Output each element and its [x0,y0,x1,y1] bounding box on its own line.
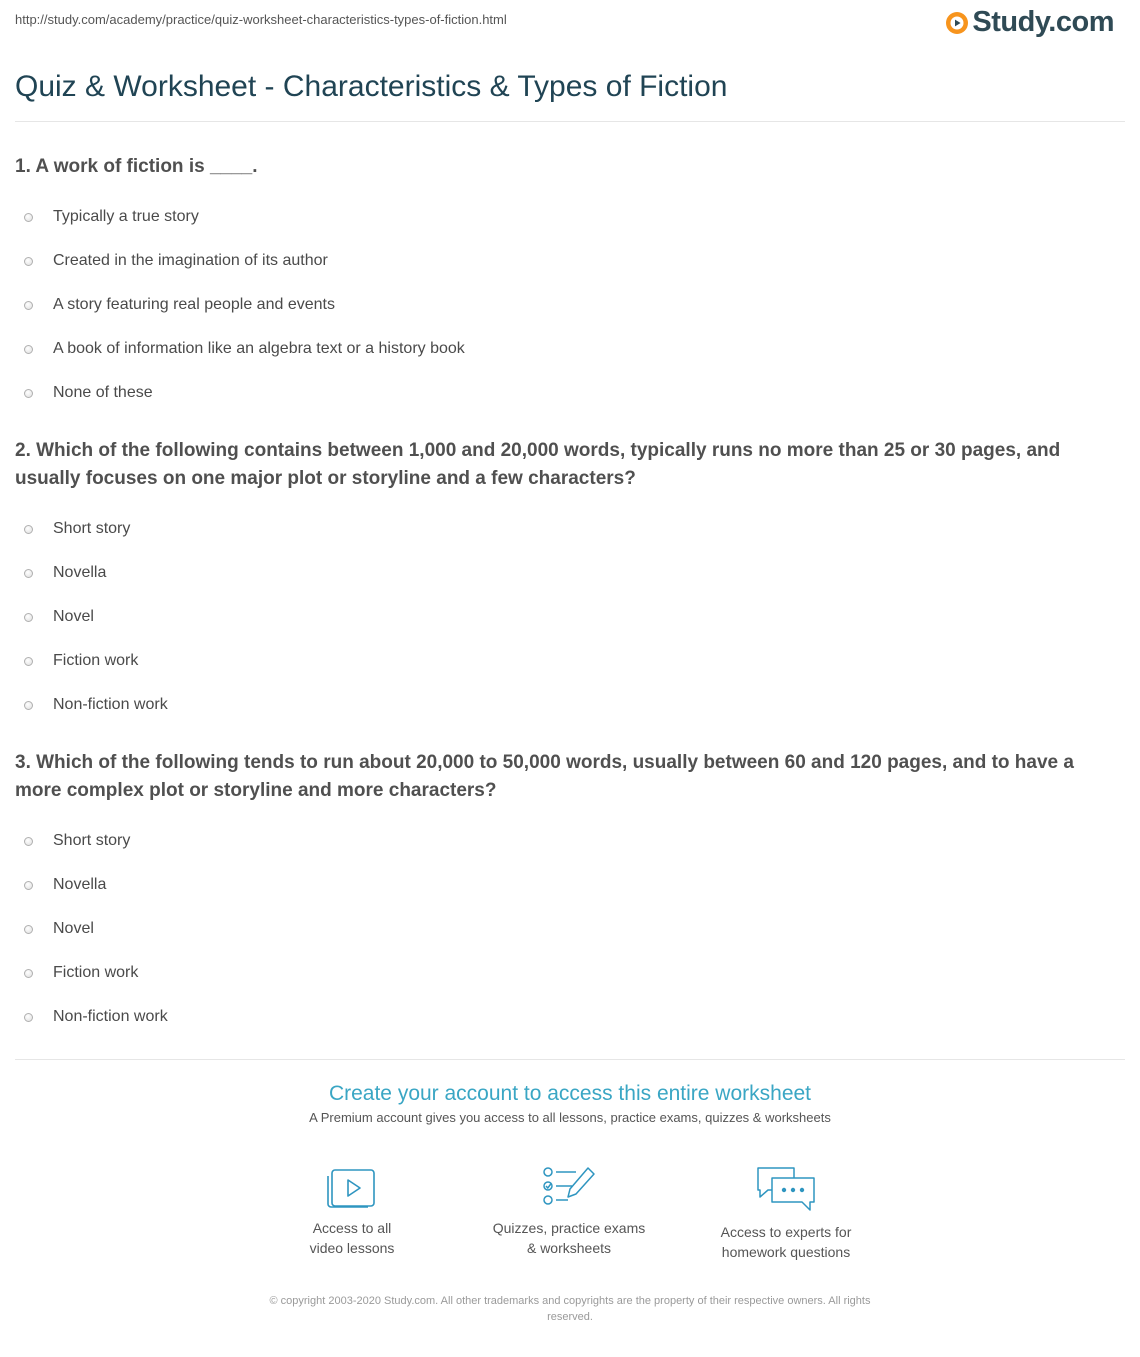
radio-button[interactable] [24,525,33,534]
question-2-text: 2. Which of the following contains between 1,000 and 20,000 words, typically runs no more than 25 or 30 pages, and usually focuses on one major plot or storyline and a few characters? [15,440,1061,489]
answer-option[interactable] [15,551,1123,595]
answer-label: Novel [53,920,94,937]
radio-button[interactable] [24,881,33,890]
answer-label: Novel [53,608,94,625]
title-divider [15,121,1125,122]
study-logo[interactable] [945,6,1114,39]
answer-option[interactable] [15,639,1123,683]
radio-button[interactable] [24,613,33,622]
chat-bubbles-icon [754,1164,818,1214]
answer-label: A story featuring real people and events [53,296,335,313]
feature-label: Quizzes, practice exams & worksheets [492,1220,646,1256]
answer-label: Created in the imagination of its author [53,252,328,269]
answer-option[interactable] [15,371,1123,415]
page-title: Quiz & Worksheet - Characteristics & Types of Fiction [15,70,728,103]
quiz-checklist-icon [540,1164,598,1210]
answer-label: Typically a true story [53,208,199,225]
radio-button[interactable] [24,257,33,266]
answer-label: Short story [53,832,131,849]
promo-section [0,1082,1140,1125]
logo-wordmark: Study.com [972,6,1114,38]
study-play-icon [945,11,969,35]
radio-button[interactable] [24,301,33,310]
radio-button[interactable] [24,389,33,398]
answer-label: Novella [53,876,107,893]
answer-label: Novella [53,564,107,581]
radio-button[interactable] [24,701,33,710]
answer-label: Non-fiction work [53,696,168,713]
answer-option[interactable] [15,239,1123,283]
answer-option[interactable] [15,283,1123,327]
radio-button[interactable] [24,925,33,934]
answer-option[interactable] [15,951,1123,995]
feature-label: Access to all video lessons [309,1220,395,1256]
radio-button[interactable] [24,657,33,666]
answer-option[interactable] [15,683,1123,727]
copyright-notice: © copyright 2003-2020 Study.com. All other trademarks and copyrights are the property of their respective owners. All rights reserved. [269,1295,871,1323]
answer-option[interactable] [15,327,1123,371]
page-url: http://study.com/academy/practice/quiz-worksheet-characteristics-types-of-fiction.html [15,12,507,27]
question-1 [15,153,1123,415]
radio-button[interactable] [24,1013,33,1022]
answer-option[interactable] [15,819,1123,863]
radio-button[interactable] [24,837,33,846]
question-2-options [15,507,1123,727]
answer-label: None of these [53,384,153,401]
answer-option[interactable] [15,595,1123,639]
answer-option[interactable] [15,995,1123,1039]
promo-divider [15,1059,1125,1060]
question-1-text: 1. A work of fiction is ____. [15,156,258,177]
answer-label: A book of information like an algebra text or a history book [53,340,465,357]
promo-subheading: A Premium account gives you access to all lessons, practice exams, quizzes & worksheets [309,1110,831,1125]
feature-video-lessons [252,1164,452,1258]
answer-option[interactable] [15,863,1123,907]
answer-label: Fiction work [53,964,139,981]
radio-button[interactable] [24,213,33,222]
answer-option[interactable] [15,907,1123,951]
radio-button[interactable] [24,969,33,978]
answer-label: Short story [53,520,131,537]
create-account-link[interactable]: Create your account to access this entire worksheet [328,1082,812,1105]
feature-quizzes [469,1164,669,1258]
answer-option[interactable] [15,507,1123,551]
question-3 [15,749,1123,1039]
radio-button[interactable] [24,345,33,354]
question-3-options [15,819,1123,1039]
radio-button[interactable] [24,569,33,578]
question-3-text: 3. Which of the following tends to run about 20,000 to 50,000 words, usually between 60 and 120 pages, and to have a more complex plot or storyline and more characters? [15,752,1074,801]
question-2 [15,437,1123,727]
question-1-options [15,195,1123,415]
feature-experts [686,1164,886,1262]
video-lessons-icon [326,1164,378,1210]
answer-label: Non-fiction work [53,1008,168,1025]
feature-label: Access to experts for homework questions [720,1224,852,1260]
answer-option[interactable] [15,195,1123,239]
answer-label: Fiction work [53,652,139,669]
